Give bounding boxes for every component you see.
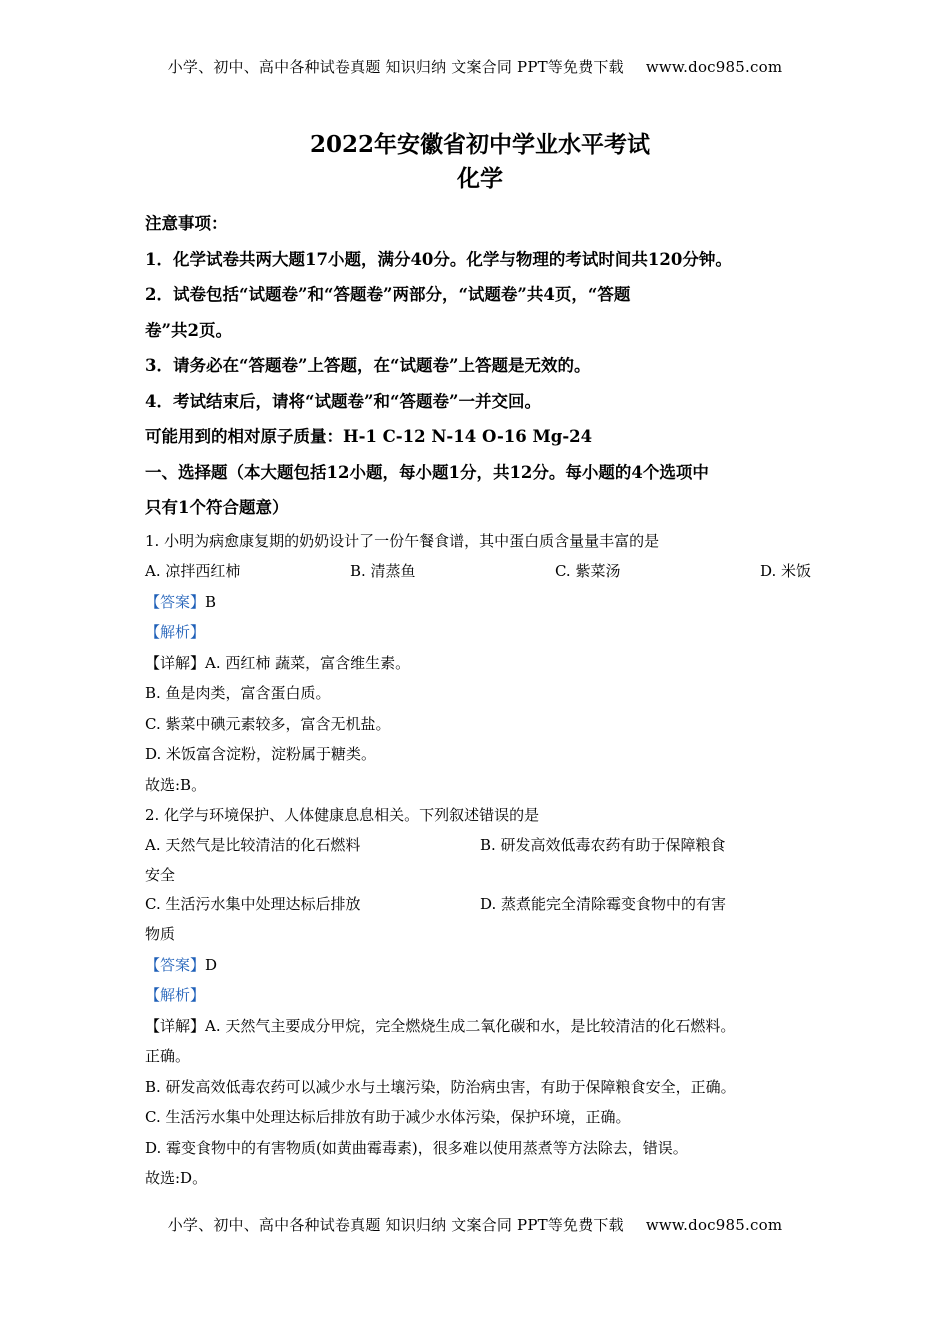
document-body (145, 128, 815, 1194)
question-2-detail (145, 1011, 815, 1042)
option-d: D. 蒸煮能完全清除霉变食物中的有害 (480, 895, 727, 913)
detail-line: D. 霉变食物中的有害物质(如黄曲霉毒素)，很多难以使用蒸煮等方法除去，错误。 (145, 1138, 688, 1157)
notice-item: 3．请务必在“答题卷”上答题，在“试题卷”上答题是无效的。 (145, 356, 591, 375)
detail-tag: 【详解】 (145, 653, 206, 672)
detail-line: A. 西红柿 蔬菜，富含维生素。 (205, 653, 411, 672)
exam-subject: 化学 (457, 165, 503, 192)
option-c: C. 紫菜汤 (554, 562, 621, 580)
footer-url[interactable]: www.doc985.com (645, 1216, 783, 1234)
detail-line: B. 研发高效低毒农药可以减少水与土壤污染，防治病虫害，有助于保障粮食安全，正确。 (145, 1077, 736, 1096)
detail-line: C. 生活污水集中处理达标后排放有助于减少水体污染，保护环境，正确。 (145, 1108, 631, 1126)
option-d-continued: 物质 (145, 925, 176, 943)
atomic-masses: 可能用到的相对原子质量：H-1 C-12 N-14 O-16 Mg-24 (145, 427, 593, 446)
answer-value: B (205, 592, 217, 611)
detail-line: B. 鱼是肉类，富含蛋白质。 (145, 684, 331, 702)
answer-tag: 【答案】 (145, 592, 206, 611)
question-1-options (145, 556, 815, 587)
answer-value: D (205, 955, 218, 974)
option-b-continued: 安全 (145, 865, 176, 884)
detail-line: D. 米饭富含淀粉，淀粉属于糖类。 (145, 745, 377, 763)
detail-line: A. 天然气主要成分甲烷，完全燃烧生成二氧化碳和水，是比较清洁的化石燃料。 (205, 1016, 736, 1035)
question-2-analysis-tag (145, 980, 815, 1011)
exam-title: 2022年安徽省初中学业水平考试 (309, 131, 650, 158)
footer-text: 小学、初中、高中各种试卷真题 知识归纳 文案合同 PPT等免费下载 (167, 1216, 624, 1234)
notice-item: 卷”共2页。 (145, 320, 232, 340)
question-2-stem: 2. 化学与环境保护、人体健康息息相关。下列叙述错误的是 (145, 806, 540, 824)
option-a: A. 天然气是比较清洁的化石燃料 (145, 835, 361, 854)
option-b: B. 研发高效低毒农药有助于保障粮食 (480, 835, 726, 854)
notice-item: 2．试卷包括“试题卷”和“答题卷”两部分，“试题卷”共4页，“答题 (145, 285, 631, 304)
answer-tag: 【答案】 (145, 955, 206, 974)
option-b: B. 清蒸鱼 (349, 562, 416, 580)
detail-tag: 【详解】 (145, 1016, 206, 1035)
detail-line: C. 紫菜中碘元素较多，富含无机盐。 (145, 714, 391, 733)
page-footer (0, 1214, 950, 1235)
option-a: A. 凉拌西红柿 (145, 562, 241, 580)
section-heading: 一、选择题（本大题包括12小题，每小题1分，共12分。每小题的4个选项中 (145, 462, 709, 482)
question-2-answer (145, 950, 815, 981)
question-1-answer (145, 587, 815, 618)
notice-item: 4．考试结束后，请将“试题卷”和“答题卷”一并交回。 (145, 391, 541, 411)
question-1-analysis-tag (145, 617, 815, 648)
analysis-tag: 【解析】 (145, 623, 206, 641)
notice-item: 1．化学试卷共两大题17小题，满分40分。化学与物理的考试时间共120分钟。 (145, 249, 732, 269)
question-2-options-row1 (145, 831, 815, 860)
detail-conclusion: 故选:D。 (145, 1169, 208, 1187)
question-1-detail (145, 648, 815, 679)
detail-conclusion: 故选:B。 (145, 775, 207, 794)
option-c: C. 生活污水集中处理达标后排放 (145, 895, 361, 913)
header-url[interactable]: www.doc985.com (645, 58, 783, 76)
page-header (0, 56, 950, 77)
header-text: 小学、初中、高中各种试卷真题 知识归纳 文案合同 PPT等免费下载 (167, 58, 624, 76)
option-d: D. 米饭 (759, 562, 811, 580)
analysis-tag: 【解析】 (145, 986, 206, 1004)
question-1-stem: 1. 小明为病愈康复期的奶奶设计了一份午餐食谱，其中蛋白质含量量丰富的是 (145, 531, 660, 550)
notice-heading: 注意事项： (145, 214, 228, 233)
detail-line: 正确。 (145, 1047, 191, 1065)
section-heading-cont: 只有1个符合题意） (145, 498, 289, 517)
question-2-options-row2 (145, 890, 815, 919)
